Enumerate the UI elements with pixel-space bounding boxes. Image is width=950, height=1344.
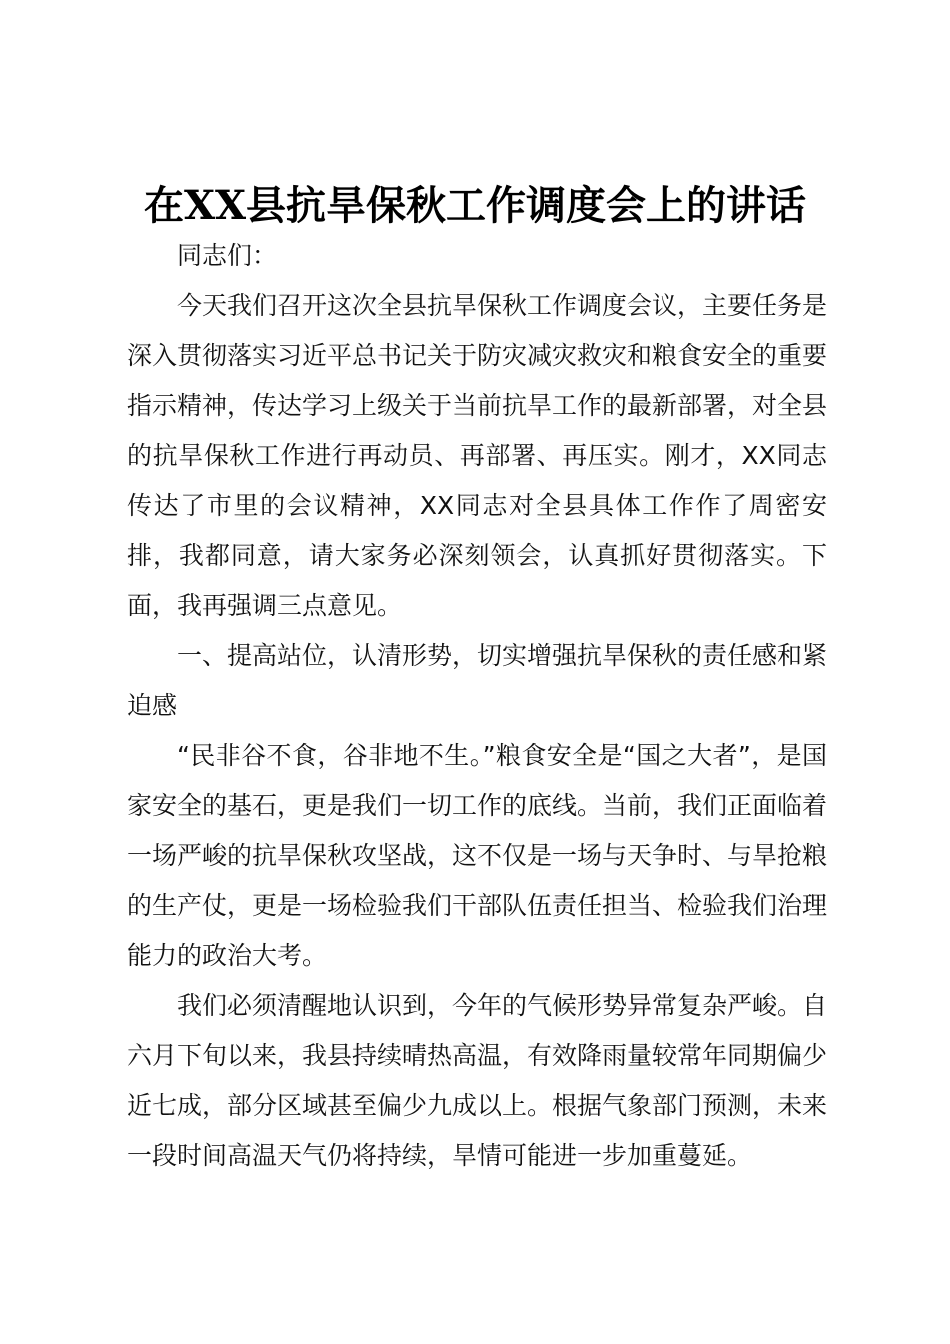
salutation: 同志们： [177, 241, 278, 270]
section-heading-1: 一、提高站位，认清形势，切实增强抗旱保秋的责任感和紧迫感 [127, 641, 828, 720]
paragraph-food-security: “民非谷不食，谷非地不生。”粮食安全是“国之大者”，是国家安全的基石，更是我们一切工作的底线。当前，我们正面临着一场严峻的抗旱保秋攻坚战，这不仅是一场与天争时、与旱抢粮的生产仗，更是一场检验我们干部队伍责任担当、检验我们治理能力的政治大考。 [127, 741, 828, 970]
document-body [127, 231, 827, 1181]
document-title: 在XX县抗旱保秋工作调度会上的讲话 [143, 182, 807, 229]
paragraph-intro: 今天我们召开这次全县抗旱保秋工作调度会议，主要任务是深入贯彻落实习近平总书记关于防灾减灾救灾和粮食安全的重要指示精神，传达学习上级关于当前抗旱工作的最新部署，对全县的抗旱保秋工作进行再动员、再部署、再压实。刚才，XX同志传达了市里的会议精神，XX同志对全县具体工作作了周密安排，我都同意，请大家务必深刻领会，认真抓好贯彻落实。下面，我再强调三点意见。 [127, 291, 828, 620]
paragraph-climate-situation: 我们必须清醒地认识到，今年的气候形势异常复杂严峻。自六月下旬以来，我县持续晴热高温，有效降雨量较常年同期偏少近七成，部分区域甚至偏少九成以上。根据气象部门预测，未来一段时间高温天气仍将持续，旱情可能进一步加重蔓延。 [127, 991, 828, 1170]
